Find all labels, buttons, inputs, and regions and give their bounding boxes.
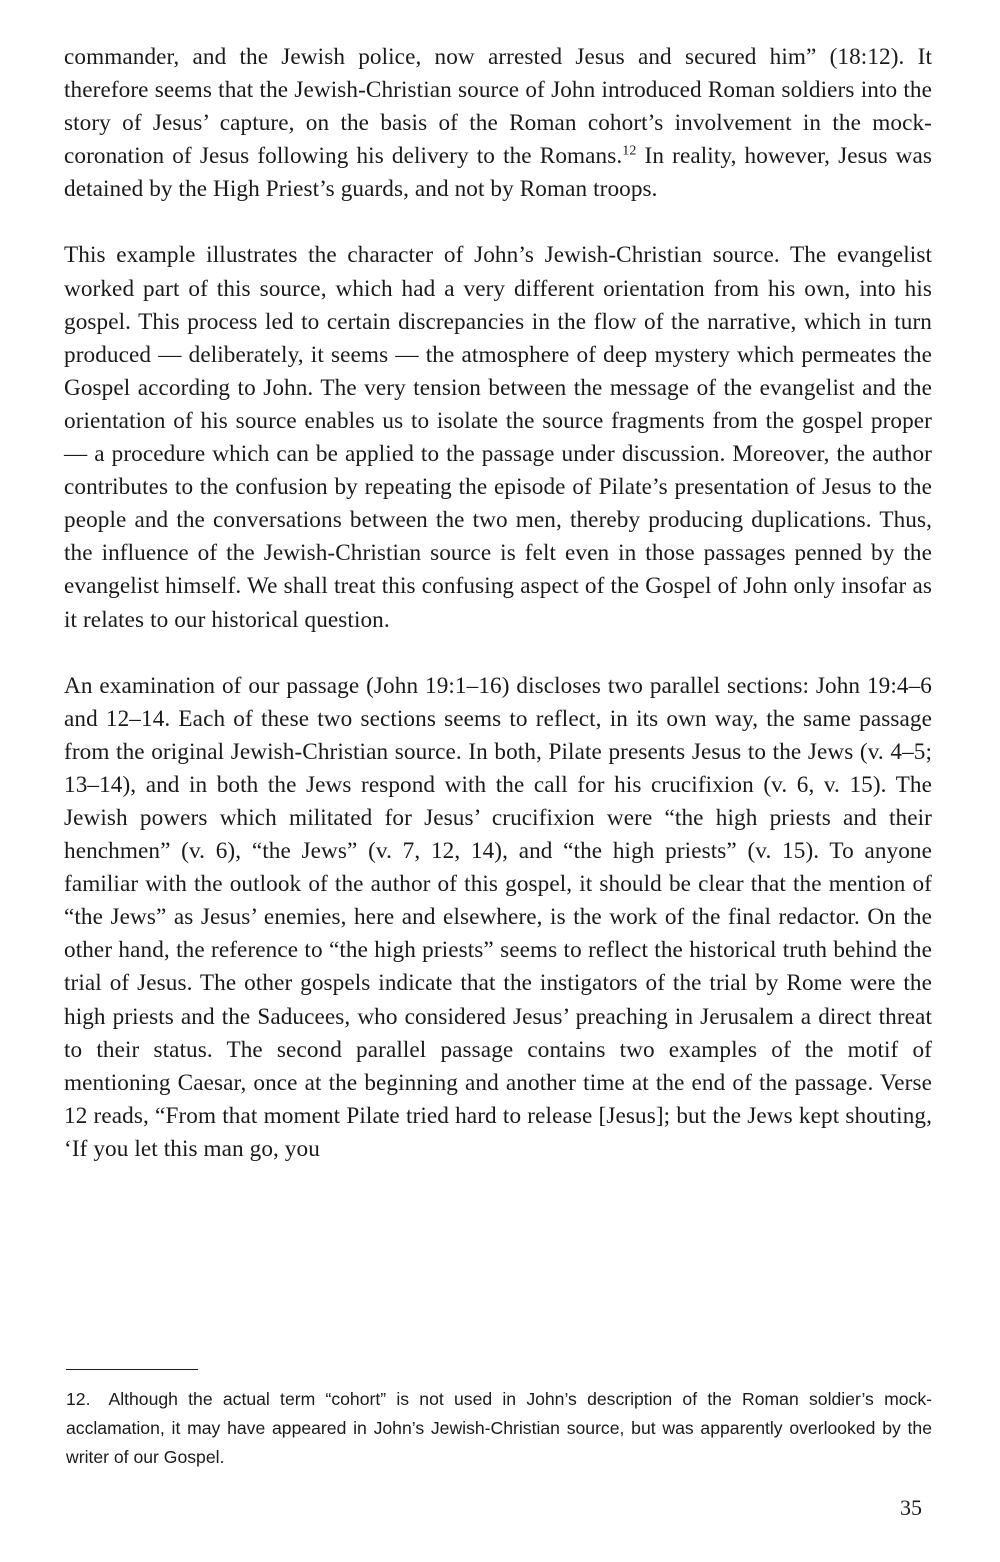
paragraph-2-text: This example illustrates the character of John’s Jewish-Christian source. The evangelist worked part of this source, which had a very different orientation from his own, into his gospel. This process led to certain discrepancies in the flow of the narrative, which in turn produced — deliberately, it seems — the atmosphere of deep mystery which permeates the Gospel according to John. The very tension between the message of the evangelist and the orientation of his source enables us to isolate the source fragments from the gospel proper — a procedure which can be applied to the passage under discussion. Moreover, the author contributes to the confusion by repeating the episode of Pilate’s presentation of Jesus to the people and the conversations between the two men, thereby producing duplications. Thus, the influence of the Jewish-Christian source is felt even in those passages penned by the evangelist himself. We shall treat this confusing aspect of the Gospel of John only insofar as it relates to our historical question. (64, 242, 932, 633)
footnote-divider (66, 1369, 198, 1370)
paragraph-3-text: An examination of our passage (John 19:1–16) discloses two parallel sections: John 19:4–6 and 12–14. Each of these two sections seems to reflect, in its own way, the same passage from the original Jewish-Christian source. In both, Pilate presents Jesus to the Jews (v. 4–5; 13–14), and in both the Jews respond with the call for his crucifixion (v. 6, v. 15). The Jewish powers which militated for Jesus’ crucifixion were “the high priests and their henchmen” (v. 6), “the Jews” (v. 7, 12, 14), and “the high priests” (v. 15). To anyone familiar with the outlook of the author of this gospel, it should be clear that the mention of “the Jews” as Jesus’ enemies, here and elsewhere, is the work of the final redactor. On the other hand, the reference to “the high priests” seems to reflect the historical truth behind the trial of Jesus. The other gospels indicate that the instigators of the trial by Rome were the high priests and the Saducees, who considered Jesus’ preaching in Jerusalem a direct threat to their status. The second parallel passage contains two examples of the motif of mentioning Caesar, once at the beginning and another time at the end of the passage. Verse 12 reads, “From that moment Pilate tried hard to release [Jesus]; but the Jews kept shouting, ‘If you let this man go, you (64, 672, 932, 1162)
paragraph-2 (64, 239, 932, 636)
footnote-reference: 12 (622, 143, 637, 159)
paragraph-1-continuation: In reality, however, Jesus was detained by the High Priest’s guards, and not by Roman troops. (64, 143, 932, 203)
paragraph-1-text: commander, and the Jewish police, now arrested Jesus and secured him” (18:12). It therefore seems that the Jewish-Christian source of John introduced Roman soldiers into the story of Jesus’ capture, on the basis of the Roman cohort’s involvement in the mock-coronation of Jesus following his delivery to the Romans. (64, 44, 932, 170)
paragraph-1 (64, 41, 932, 206)
footnote-number: 12. (66, 1389, 91, 1409)
page-number: 35 (900, 1495, 922, 1520)
main-text (64, 41, 932, 1166)
footnote-text: Although the actual term “cohort” is not used in John’s description of the Roman soldier’s mock-acclamation, it may have appeared in John’s Jewish-Christian source, but was apparently overlooked by the writer of our Gospel. (66, 1389, 932, 1467)
paragraph-3 (64, 670, 932, 1166)
footnote (66, 1385, 932, 1472)
